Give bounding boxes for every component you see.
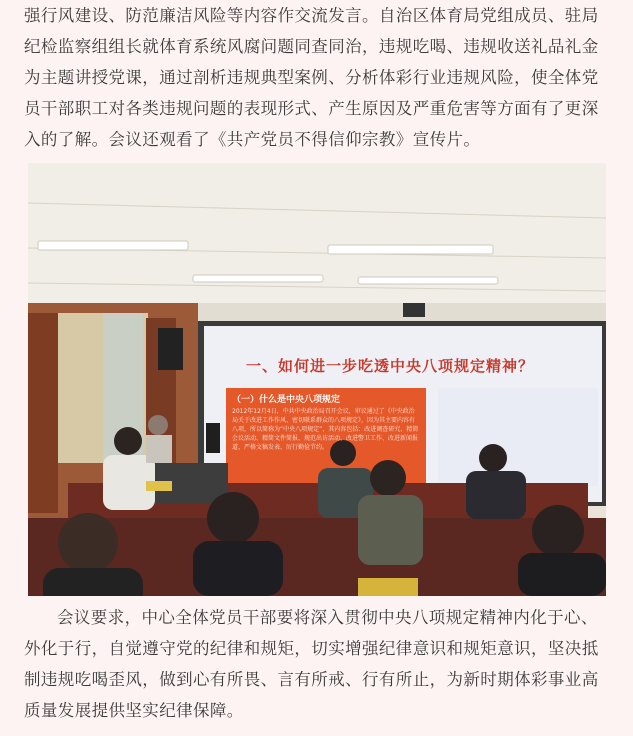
slide-title: 一、如何进一步吃透中央八项规定精神？ xyxy=(246,357,535,375)
slide-subtitle: （一）什么是中央八项规定 xyxy=(232,395,341,405)
paragraph-bottom: 会议要求，中心全体党员干部要将深入贯彻中央八项规定精神内化于心、外化于行，自觉遵守党的纪律和规矩，切实增强纪律意识和规矩意识，坚决抵制违规吃喝歪风，做到心有所畏、言有所戒、行有所止，为新时期体彩事业高质量发展提供坚实纪律保障。 xyxy=(24,608,599,720)
paragraph-top: 强行风建设、防范廉洁风险等内容作交流发言。自治区体育局党组成员、驻局纪检监察组组长就体育系统风腐问题同查同治，违规吃喝、违规收送礼品礼金为主题讲授党课，通过剖析违规典型案例、分析体彩行业违规风险，使全体党员干部职工对各类违规问题的表现形式、产生原因及严重危害等方面有了更深入的了解。会议还观看了《共产党员不得信仰宗教》宣传片。 xyxy=(24,6,599,149)
slide-body: 2012年12月4日，中共中央政治局召开会议，审议通过了《中央政治局关于改进工作作风、密切联系群众的八项规定》，因为其主要内容有八项，所以简称为“中央八项规定”，其内容包括：改进调查研究、精简会议活动、精简文件简报、规范出访活动、改进警卫工作、改进新闻报道、严格文稿发表、厉行勤俭节约。 xyxy=(232,408,419,451)
meeting-photo xyxy=(28,163,606,596)
